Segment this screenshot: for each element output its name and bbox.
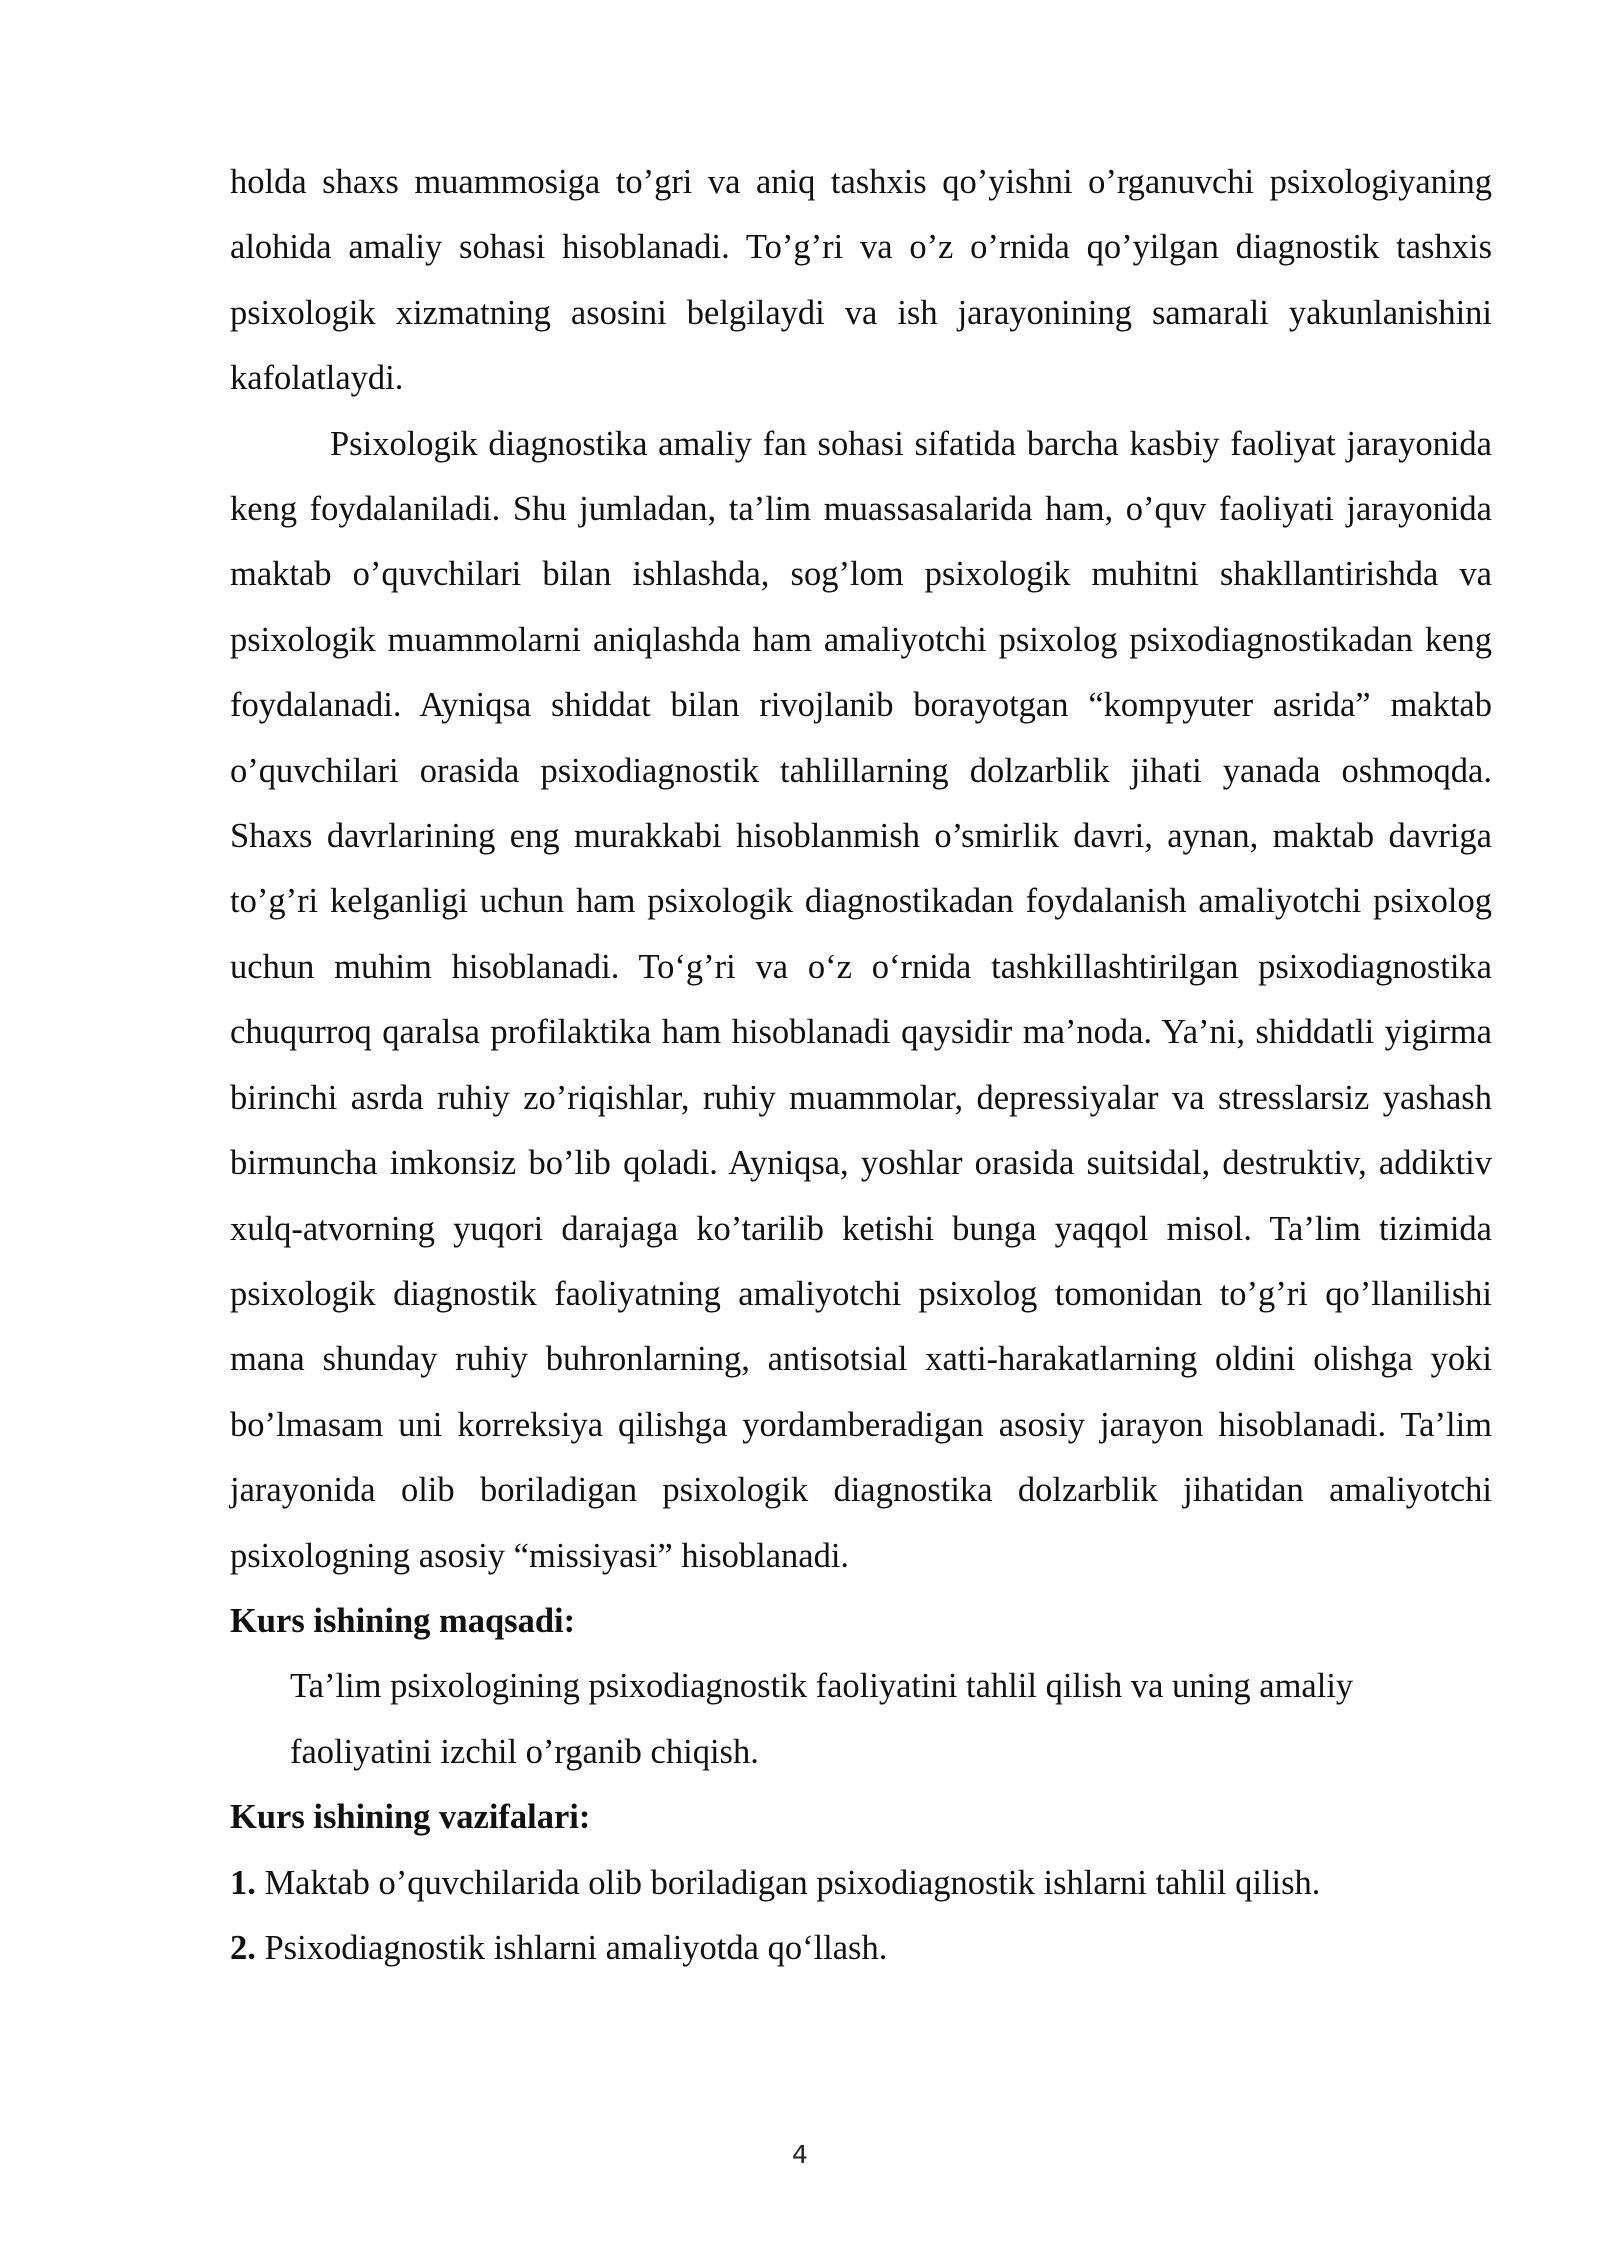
task-number: 1. <box>230 1863 256 1902</box>
page-number: 4 <box>792 2140 808 2169</box>
body-paragraph: holda shaxs muammosiga to’gri va aniq tashxis qo’yishni o’rganuvchi psixologiyaning alohida amaliy sohasi hisoblanadi. To’g’ri va o’z o’rnida qo’yilgan diagnostik tashxis psixologik xizmatning asosini belgilaydi va ish jarayonining samarali yakunlanishini kafolatlaydi. <box>230 163 1492 398</box>
task-text: Maktab o’quvchilarida olib boriladigan psixodiagnostik ishlarni tahlil qilish. <box>255 1863 1321 1902</box>
task-text: Psixodiagnostik ishlarni amaliyotda qo‘llash. <box>255 1928 888 1967</box>
goal-text: Ta’lim psixologining psixodiagnostik faoliyatini tahlil qilish va uning amaliy faoliyatini izchil o’rganib chiqish. <box>290 1667 1354 1771</box>
document-page <box>230 150 1492 1981</box>
task-item <box>230 1916 1492 1981</box>
task-item <box>230 1851 1492 1916</box>
goal-heading: Kurs ishining maqsadi: <box>230 1601 576 1640</box>
body-paragraph: Psixologik diagnostika amaliy fan sohasi sifatida barcha kasbiy faoliyat jarayonida keng foydalaniladi. Shu jumladan, ta’lim muassasalarida ham, o’quv faoliyati jarayonida maktab o’quvchilari bilan ishlashda, sog’lom psixologik muhitni shakllantirishda va psixologik muammolarni aniqlashda ham amaliyotchi psixolog psixodiagnostikadan keng foydalanadi. Ayniqsa shiddat bilan rivojlanib borayotgan “kompyuter asrida” maktab o’quvchilari orasida psixodiagnostik tahlillarning dolzarblik jihati yanada oshmoqda. Shaxs davrlarining eng murakkabi hisoblanmish o’smirlik davri, aynan, maktab davriga to’g’ri kelganligi uchun ham psixologik diagnostikadan foydalanish amaliyotchi psixolog uchun muhim hisoblanadi. To‘g’ri va o‘z o‘rnida tashkillashtirilgan psixodiagnostika chuqurroq qaralsa profilaktika ham hisoblanadi qaysidir ma’noda. Ya’ni, shiddatli yigirma birinchi asrda ruhiy zo’riqishlar, ruhiy muammolar, depressiyalar va stresslarsiz yashash birmuncha imkonsiz bo’lib qoladi. Ayniqsa, yoshlar orasida suitsidal, destruktiv, addiktiv xulq-atvorning yuqori darajaga ko’tarilib ketishi bunga yaqqol misol. Ta’lim tizimida psixologik diagnostik faoliyatning amaliyotchi psixolog tomonidan to’g’ri qo’llanilishi mana shunday ruhiy buhronlarning, antisotsial xatti-harakatlarning oldini olishga yoki bo’lmasam uni korreksiya qilishga yordamberadigan asosiy jarayon hisoblanadi. Ta’lim jarayonida olib boriladigan psixologik diagnostika dolzarblik jihatidan amaliyotchi psixologning asosiy “missiyasi” hisoblanadi. <box>230 424 1492 1575</box>
task-number: 2. <box>230 1928 256 1967</box>
tasks-heading: Kurs ishining vazifalari: <box>230 1798 591 1837</box>
